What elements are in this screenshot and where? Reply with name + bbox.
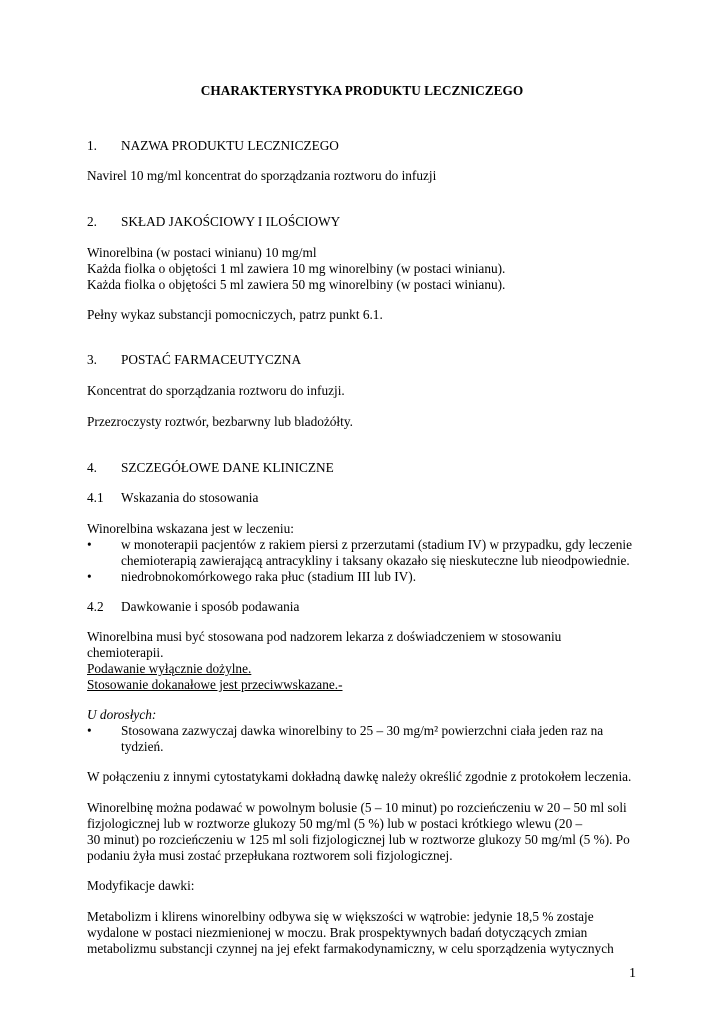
- form-paragraph: Przezroczysty roztwór, bezbarwny lub bladożółty.: [87, 414, 353, 429]
- product-name: Navirel 10 mg/ml koncentrat do sporządzania roztworu do infuzji: [87, 168, 437, 183]
- bullet: •: [87, 723, 92, 738]
- metabolism-paragraph: wydalone w postaci niezmienionej w moczu. Brak prospektywnych badań dotyczących zmian: [87, 925, 588, 940]
- page-number: 1: [629, 966, 636, 981]
- adults-subheading: U dorosłych:: [87, 707, 157, 722]
- metabolism-paragraph: metabolizmu substancji czynnej na jej efekt farmakodynamiczny, w celu sporządzenia wytycznych: [87, 941, 614, 956]
- underlined-note: Stosowanie dokanałowe jest przeciwwskazane.-: [87, 677, 343, 692]
- section-4-1-heading: Wskazania do stosowania: [121, 490, 259, 505]
- dosing-paragraph: chemioterapii.: [87, 645, 164, 660]
- administration-paragraph: 30 minut) po rozcieńczeniu w 125 ml soli fizjologicznej lub w roztworze glukozy 50 mg/ml (5 %). Po: [87, 832, 630, 847]
- section-4-number: 4.: [87, 460, 97, 475]
- administration-paragraph: fizjologicznej lub w roztworze glukozy 50 mg/ml (5 %) lub w postaci krótkiego wlewu (20 –: [87, 816, 583, 831]
- dose-modification-heading: Modyfikacje dawki:: [87, 878, 195, 893]
- administration-paragraph: podaniu żyła musi zostać przepłukana roztworem soli fizjologicznej.: [87, 848, 453, 863]
- composition-line: Winorelbina (w postaci winianu) 10 mg/ml: [87, 245, 317, 260]
- adult-dose-item: tydzień.: [121, 739, 164, 754]
- section-1-heading: NAZWA PRODUKTU LECZNICZEGO: [121, 138, 339, 153]
- section-4-heading: SZCZEGÓŁOWE DANE KLINICZNE: [121, 460, 334, 475]
- indication-item: niedrobnokomórkowego raka płuc (stadium III lub IV).: [121, 569, 417, 584]
- composition-line: Każda fiolka o objętości 1 ml zawiera 10 mg winorelbiny (w postaci winianu).: [87, 261, 506, 276]
- composition-line: Każda fiolka o objętości 5 ml zawiera 50 mg winorelbiny (w postaci winianu).: [87, 277, 506, 292]
- bullet: •: [87, 537, 92, 552]
- excipients-note: Pełny wykaz substancji pomocniczych, patrz punkt 6.1.: [87, 307, 383, 322]
- form-paragraph: Koncentrat do sporządzania roztworu do infuzji.: [87, 383, 345, 398]
- section-4-2-number: 4.2: [87, 599, 104, 614]
- indications-intro: Winorelbina wskazana jest w leczeniu:: [87, 521, 294, 536]
- metabolism-paragraph: Metabolizm i klirens winorelbiny odbywa się w większości w wątrobie: jedynie 18,5 % zostaje: [87, 909, 594, 924]
- section-4-1-number: 4.1: [87, 490, 104, 505]
- document-title: CHARAKTERYSTYKA PRODUKTU LECZNICZEGO: [200, 83, 524, 98]
- combination-paragraph: W połączeniu z innymi cytostatykami dokładną dawkę należy określić zgodnie z protokołem leczenia.: [87, 769, 632, 784]
- section-1-number: 1.: [87, 138, 97, 153]
- administration-paragraph: Winorelbinę można podawać w powolnym bolusie (5 – 10 minut) po rozcieńczeniu w 20 – 50 ml soli: [87, 800, 627, 815]
- section-3-number: 3.: [87, 352, 97, 367]
- bullet: •: [87, 569, 92, 584]
- dosing-paragraph: Winorelbina musi być stosowana pod nadzorem lekarza z doświadczeniem w stosowaniu: [87, 629, 562, 644]
- underlined-note: Podawanie wyłącznie dożylne.: [87, 661, 252, 676]
- indication-item: w monoterapii pacjentów z rakiem piersi z przerzutami (stadium IV) w przypadku, gdy leczenie: [121, 537, 632, 552]
- section-4-2-heading: Dawkowanie i sposób podawania: [121, 599, 300, 614]
- section-2-heading: SKŁAD JAKOŚCIOWY I ILOŚCIOWY: [121, 214, 341, 229]
- section-2-number: 2.: [87, 214, 97, 229]
- adult-dose-item: Stosowana zazwyczaj dawka winorelbiny to 25 – 30 mg/m² powierzchni ciała jeden raz na: [121, 723, 604, 738]
- indication-item: chemioterapią zawierającą antracykliny i taksany okazało się nieskuteczne lub nieodpowiednie.: [121, 553, 630, 568]
- section-3-heading: POSTAĆ FARMACEUTYCZNA: [121, 352, 302, 367]
